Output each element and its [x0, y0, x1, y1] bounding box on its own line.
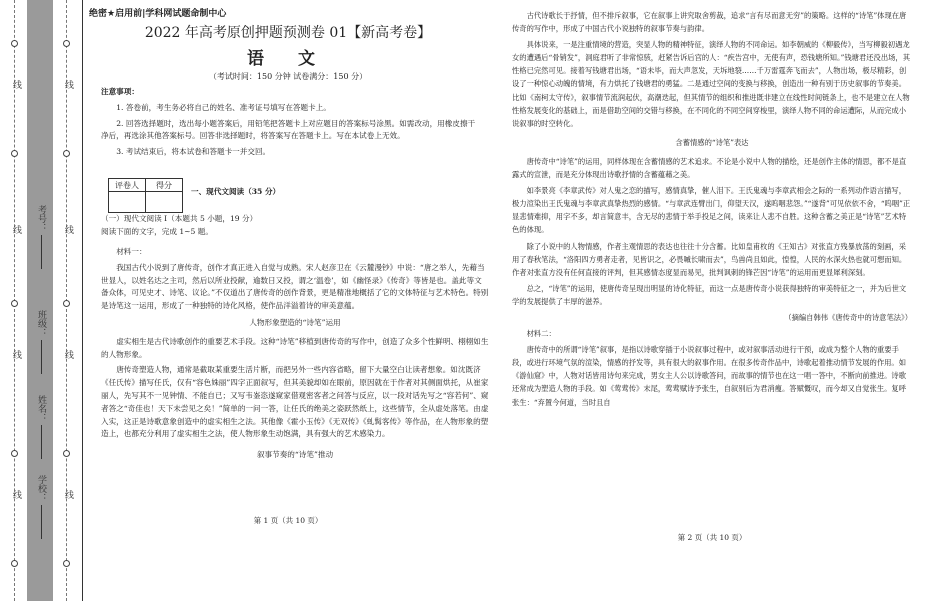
- subsection-heading: （一）现代文阅读 I（本题共 5 小题，19 分）阅读下面的文字，完成 1~5 题。: [101, 214, 258, 236]
- grader-cell[interactable]: [109, 192, 146, 213]
- binding-hole: [11, 150, 18, 157]
- paragraph: 虚实相生是古代诗歌创作的重要艺术手段。这种“诗笔”移植到唐传奇的写作中，创造了众多个性鲜明、栩栩如生的人物形象。: [101, 336, 489, 359]
- binding-hole: [63, 450, 70, 457]
- school-field[interactable]: 学校：: [35, 475, 48, 539]
- exam-page-2: [512, 0, 912, 601]
- notice-heading: 注意事项：: [101, 87, 139, 96]
- paragraph: 古代诗歌长于抒情，但不排斥叙事，它在叙事上讲究取舍剪裁，追求“言有尽而意无穷”的策略。这样的“诗笔”体现在唐传奇的写作中，形成了中国古代小说独特的叙事节奏与韵律。: [512, 11, 907, 34]
- section-heading: 一、现代文阅读（35 分）: [191, 187, 281, 196]
- exam-title: 2022 年高考原创押题预测卷 01【新高考卷】: [144, 25, 432, 41]
- subject-title: 语 文: [247, 49, 329, 69]
- paragraph: 具体说来，一是注重情境的营造，突显人物的精神特征，演绎人物的不同命运。如李朝威的《柳毅传》，当写柳毅初遇龙女的遭遇后“骨销发”，洞庭君听了非常惊骇，赶紧告诉后宫的人：“疾告宫中，无使有声，恐钱塘所知。”钱塘君还没出场，其性格已完然可见。接着写钱塘君出场，“语未毕，而大声忽发，天坼地裂……千万雷霆奔飞而去”，人物出场，极尽精彩，创设了一种惊心动魄的情境，有力烘托了钱塘君的勇猛。二是通过空间的变换与移换，创造出一种有别于历史叙事的节奏美。比如《南柯太守传》，叙事情节流润起伏，高潮迭起，但其情节的组织和推进既非建立在线性时间链条上，也不是建立在人物性格发展变化的基础上，而是借助空间的交错与移换，在不同化的不同空间穿梭里，演绎人物不同的命运遭际，从而完成小说叙事的时空转化。: [512, 40, 911, 128]
- binding-line-mark: 线: [63, 80, 73, 89]
- notice-item: 2. 回答选择题时，选出每小题答案后，用铅笔把答题卡上对应题目的答案标号涂黑。如需改动，用橡皮擦干净后，再选涂其他答案标号。回答非选择题时，将答案写在答题卡上。写在本试卷上无效。: [101, 118, 476, 141]
- binding-line-mark: 线: [11, 80, 21, 89]
- page-footer: 第 1 页（共 10 页）: [253, 516, 323, 525]
- class-field[interactable]: 班级：: [35, 310, 48, 374]
- binding-line-mark: 线: [63, 490, 73, 499]
- binding-hole: [63, 560, 70, 567]
- binding-hole: [63, 300, 70, 307]
- paragraph: 唐传奇中的所谓“诗笔”叙事，是指以诗歌穿插于小说叙事过程中，或对叙事活动进行干预，或成为整个人物的重要手段，或进行环境气氛的渲染，情感的抒发等，具有很大的叙事作用。在很多传奇作品中，诗歌起着推动情节发展的作用。如《游仙窟》中，人物对话皆用诗句来完成，男女主人公以诗歌答问，而故事的情节也在这一唱一答中，不断向前推进。诗歌还常成为塑造人物的手段。如《莺莺传》末尾，莺莺赋诗予张生，自叙别后为君消瘦。答赋慨叹，而今却又自觉张生。复呼张生：“弃置今何道，当时且自: [512, 345, 907, 407]
- section-subheading: 叙事节奏的“诗笔”推动: [256, 450, 334, 460]
- binding-line-mark: 线: [63, 225, 73, 234]
- binding-hole: [11, 560, 18, 567]
- binding-line-mark: 线: [11, 490, 21, 499]
- paragraph: 除了小说中的人物情感，作者主观情思的表达也往往十分含蓄。比如皇甫枚的《王知古》对张直方残暴放荡的刻画，采用了春秋笔法，“洛阳四方勇者走者，见皆识之，必畏嘁长啸而去”，鸟兽尚且如此，惶惶，人民的水深火热也就可想而知。作者对张直方没有任何直接的评判，但其感情态度显而易见，批判讽刺的锋芒因“诗笔”的运用而更显犀利深刻。: [512, 241, 907, 277]
- binding-line-mark: 线: [11, 350, 21, 359]
- name-field[interactable]: 姓名：: [35, 395, 48, 459]
- article-body: [101, 246, 489, 462]
- binding-hole: [63, 40, 70, 47]
- score-cell[interactable]: [146, 192, 183, 213]
- binding-line-mark: 线: [11, 225, 21, 234]
- binding-hole: [11, 40, 18, 47]
- material-label: 材料二：: [526, 329, 556, 339]
- paragraph: 唐传奇塑造人物，通常是截取某重要生活片断，而把另外一些内容省略，留下大量空白让读者想象。如沈既济《任氏传》描写任氏，仅有“容色姝丽”四字正面叙写，但其美貌却如在眼前，原因就在于作者对其侧面烘托，从崔家丽人，先写其不一见钟情、不能自已；又写韦崟恣遂窥家借观密客者之问答与反应，以一段对话先写之“容若何”、窥者答之“奇佳也！天下未尝见之矣！”简单的一问一答，让任氏的绝美之姿跃然纸上，这些情节，全从虚处落笔。由虚入实，这正是诗歌意象创造中的虚实相生之法。其他像《霍小玉传》《无双传》《虬髯客传》等作品，在人物形象的塑造上，也都充分利用了虚实相生之法，使人物形象生动饱满，具有强大的艺术感染力。: [101, 365, 489, 439]
- exam-info: （考试时间：150 分钟 试卷满分：150 分）: [208, 72, 368, 81]
- paragraph: 总之，“诗笔”的运用，使唐传奇呈现出明显的诗化特征，而这一点是唐传奇小说获得独特的审美特征之一，并为后世文学的发展提供了丰厚的滋养。: [512, 283, 907, 306]
- notices: [101, 86, 481, 162]
- notice-item: 3. 考试结束后，将本试卷和答题卡一并交回。: [116, 147, 271, 157]
- notice-item: 1. 答卷前，考生务必将自己的姓名、准考证号填写在答题卡上。: [116, 102, 331, 112]
- score-header-score: 得分: [146, 179, 183, 192]
- paragraph: 唐传奇中“诗笔”的运用，同样体现在含蓄情感的艺术追求。不论是小说中人物的描绘，还是创作主体的情思，都不是直露式的宣泄，而是充分体现出诗歌抒情的含蓄蕴藉之美。: [512, 156, 907, 180]
- page-footer: 第 2 页（共 10 页）: [677, 533, 747, 542]
- source-citation: （摘编自韩伟《唐传奇中的诗意笔法》）: [784, 312, 912, 322]
- material-label: 材料一：: [116, 247, 147, 256]
- binding-hole: [11, 450, 18, 457]
- exam-number-field[interactable]: 考号：: [35, 205, 48, 269]
- binding-hole: [63, 150, 70, 157]
- section-subheading: 人物形象塑造的“诗笔”运用: [249, 317, 341, 327]
- secret-mark: 绝密★启用前|学科网试题命制中心: [89, 9, 227, 19]
- article-body-continued: [512, 9, 912, 412]
- section-subheading: 含蓄情感的“诗笔”表达: [675, 137, 749, 147]
- score-table: [108, 178, 183, 213]
- binding-hole: [11, 300, 18, 307]
- score-header-grader: 评卷人: [109, 179, 146, 192]
- binding-line-mark: 线: [63, 350, 73, 359]
- exam-page-1: [82, 0, 493, 601]
- paragraph: 如李景亮《李章武传》对人鬼之恋的描写，感情真挚，催人泪下。王氏鬼魂与李章武相会之际的一系列动作语言描写，极力渲染出王氏鬼魂与李章武真挚热烈的感情。“与章武连臂出门，仰望天汉，遂呜咽悲怨。”“遂背”可见依依不舍，“呜咽”正显悲情难抑，用字不多，却言简意丰，含无尽的悲情于举手投足之间，读来让人悲不自胜。这种含蓄之美正是“诗笔”艺术特色的体现。: [512, 186, 911, 235]
- paragraph: 我国古代小说到了唐传奇，创作才真正进入自觉与成熟。宋人赵彦卫在《云麓漫钞》中说：“唐之举人，先藉当世显人，以姓名达之主司，然后以所业投献，逾数日又投，谓之‘温卷’，如《幽怪录》《传奇》等皆是也。盖此等文备众体，可见史才、诗笔、议论。”不仅道出了唐传奇的创作背景，更是精准地概括了它的文体特征与艺术特色。特别是诗笔这一运用，形成了一种独特的诗化风格，使作品洋溢着诗的审美意蕴。: [101, 262, 489, 311]
